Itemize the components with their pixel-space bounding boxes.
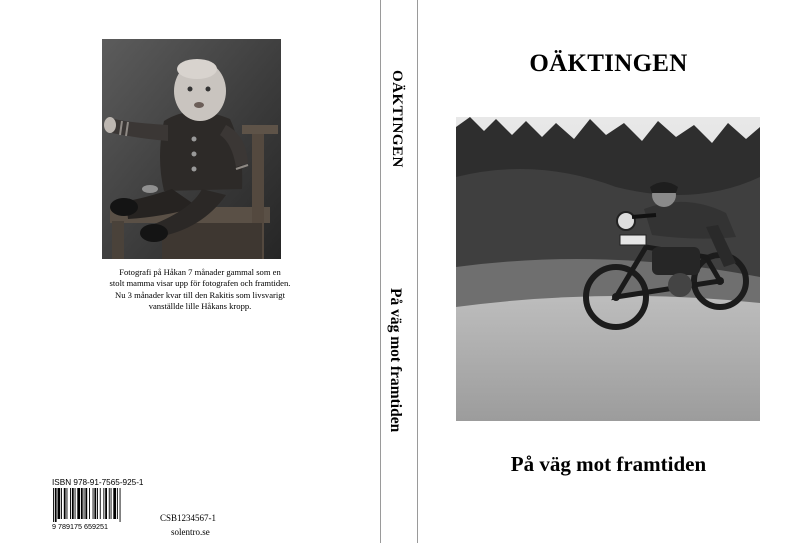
barcode-bar: [85, 488, 87, 519]
barcode-bar: [97, 488, 98, 519]
barcode-bar: [61, 488, 62, 519]
barcode-bar: [84, 488, 85, 519]
barcode-bar: [70, 488, 71, 519]
barcode-bar: [103, 488, 104, 519]
baby-photo: [102, 39, 281, 259]
front-cover-title: OÄKTINGEN: [529, 50, 688, 77]
barcode-bar: [72, 488, 74, 519]
barcode: [52, 488, 144, 530]
barcode-bar: [55, 488, 57, 522]
front-cover-subtitle: På väg mot framtiden: [510, 452, 707, 476]
barcode-bar: [53, 488, 54, 522]
barcode-bar: [64, 488, 66, 519]
barcode-bar: [81, 488, 83, 519]
caption-line: stolt mamma visar upp för fotografen och framtiden.: [109, 278, 291, 289]
barcode-bar: [105, 488, 107, 519]
barcode-bar: [113, 488, 116, 519]
barcode-bar: [58, 488, 61, 519]
barcode-bar: [67, 488, 68, 519]
isbn-label: ISBN 978-91-7565-925-1: [52, 478, 144, 487]
barcode-bar: [120, 488, 121, 522]
barcode-bar: [117, 488, 118, 519]
barcode-bar: [109, 488, 110, 519]
caption-line: Nu 3 månader kvar till den Rakitis som livsvarigt: [115, 289, 285, 300]
spine-title: OÄKTINGEN: [389, 70, 405, 168]
barcode-bar: [94, 488, 96, 519]
barcode-bar: [93, 488, 94, 519]
barcode-bar: [89, 488, 90, 519]
barcode-bar: [111, 488, 112, 519]
caption-line: Fotografi på Håkan 7 månader gammal som en: [119, 267, 281, 277]
spine-left-edge: [380, 0, 381, 543]
barcode-bar: [77, 488, 80, 519]
publisher-name: solentro.se: [171, 527, 210, 537]
back-cover-caption: [95, 267, 305, 313]
caption-line: vanställde lille Håkans kropp.: [148, 301, 252, 312]
catalog-number: CSB1234567-1: [160, 513, 217, 523]
barcode-digits: 9 789175 659251: [52, 522, 108, 530]
motorcycle-photo: [456, 117, 760, 421]
barcode-bar: [75, 488, 76, 519]
barcode-bar: [100, 488, 101, 519]
spine-subtitle: På väg mot framtiden: [387, 288, 404, 433]
